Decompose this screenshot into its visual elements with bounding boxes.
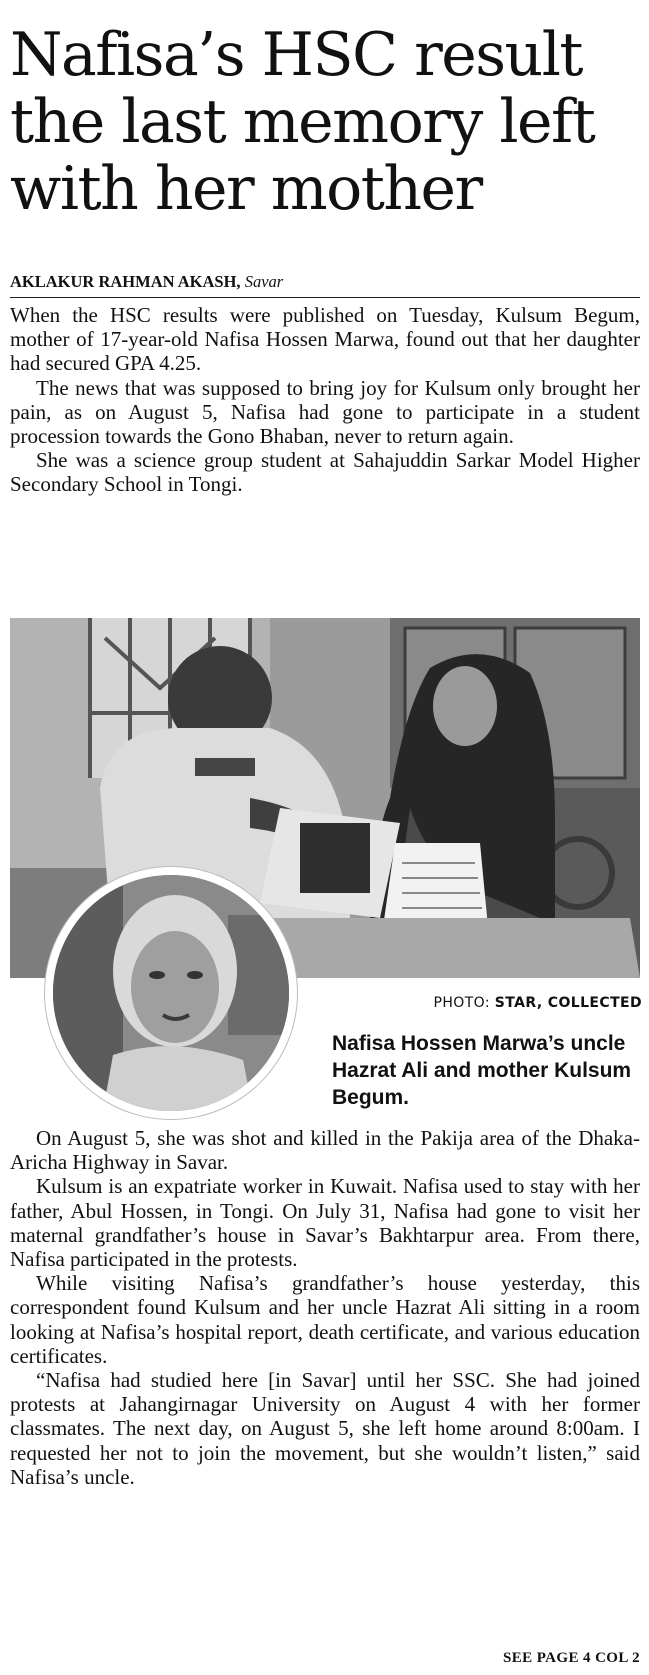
- article-paragraph: She was a science group student at Sahajuddin Sarkar Model Higher Secondary School in Tongi.: [10, 448, 640, 497]
- headline-line: the last memory left: [10, 87, 595, 157]
- article-paragraph: The news that was supposed to bring joy for Kulsum only brought her pain, as on August 5, Nafisa had gone to participate in a student procession towards the Gono Bhaban, never to return again.: [10, 375, 640, 449]
- byline-author: AKLAKUR RAHMAN AKASH,: [10, 272, 241, 291]
- article-paragraph: On August 5, she was shot and killed in the Pakija area of the Dhaka-Aricha Highway in Savar.: [10, 1126, 640, 1175]
- headline: [10, 22, 640, 223]
- photo-caption: Nafisa Hossen Marwa’s uncle Hazrat Ali and mother Kulsum Begum.: [332, 1032, 632, 1109]
- article-paragraph: When the HSC results were published on Tuesday, Kulsum Begum, mother of 17-year-old Nafisa Hossen Marwa, found out that her daughter had secured GPA 4.25.: [10, 303, 640, 376]
- portrait-inset: [45, 867, 297, 1119]
- continued-on-page-link[interactable]: SEE PAGE 4 COL 2: [503, 1650, 640, 1666]
- article-body-bottom: [10, 1126, 640, 1489]
- photo-credit-prefix: PHOTO:: [433, 995, 490, 1011]
- article-body-top: [10, 303, 640, 497]
- byline-location: Savar: [244, 272, 284, 291]
- byline-divider: [10, 297, 640, 298]
- headline-line: with her mother: [10, 154, 482, 224]
- article-paragraph: “Nafisa had studied here [in Savar] until her SSC. She had joined protests at Jahangirnagar University on August 4 with her former classmates. The next day, on August 5, she left home around 8:00am. I requested her not to join the movement, but she wouldn’t listen,” said Nafisa’s uncle.: [10, 1368, 640, 1489]
- portrait-photo: [53, 875, 289, 1111]
- byline: [10, 272, 630, 292]
- article-paragraph: Kulsum is an expatriate worker in Kuwait. Nafisa used to stay with her father, Abul Hossen, in Tongi. On July 31, Nafisa had gone to visit her maternal grandfather’s house in Savar’s Bakhtarpur area. From there, Nafisa participated in the protests.: [10, 1174, 640, 1272]
- portrait-illustration: [53, 875, 289, 1111]
- photo-credit: [330, 995, 642, 1011]
- headline-line: Nafisa’s HSC result: [10, 20, 582, 90]
- article-paragraph: While visiting Nafisa’s grandfather’s house yesterday, this correspondent found Kulsum and her uncle Hazrat Ali sitting in a room looking at Nafisa’s hospital report, death certificate, and various education certificates.: [10, 1271, 640, 1368]
- photo-credit-source: STAR, COLLECTED: [494, 995, 642, 1011]
